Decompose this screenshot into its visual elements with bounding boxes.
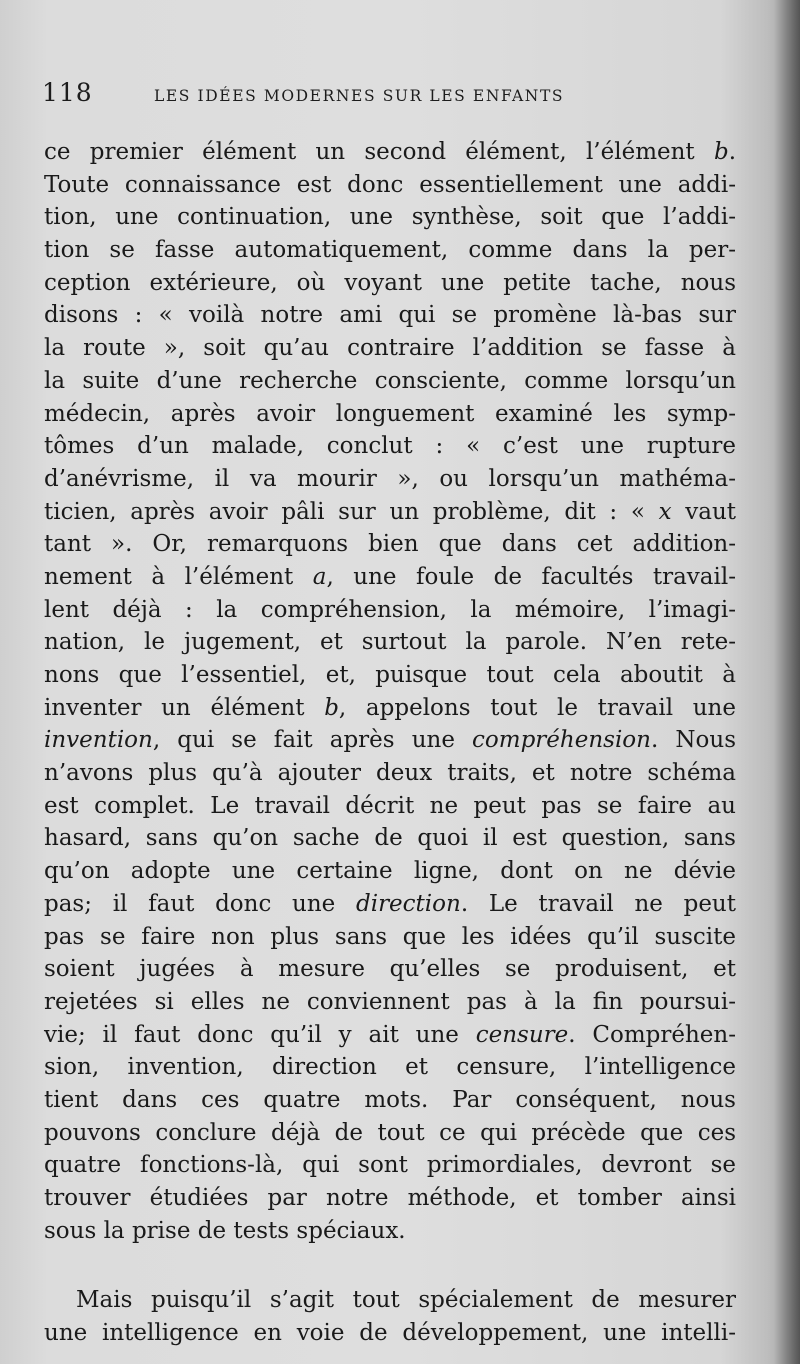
text-line: qu’on adopte une certaine ligne, dont on ne dévie (44, 858, 736, 885)
text-line: Mais puisqu’il s’agit tout spécialement de mesurer (76, 1287, 736, 1314)
text-line: d’anévrisme, il va mourir », ou lorsqu’un mathéma- (44, 465, 736, 492)
text-line: est complet. Le travail décrit ne peut pas se faire au (44, 792, 736, 819)
text-line: Toute connaissance est donc essentiellement une addi- (44, 171, 736, 198)
page-spine-shadow (774, 0, 800, 1364)
page-body (44, 136, 736, 1350)
text-line: disons : « voilà notre ami qui se promène là-bas sur (44, 302, 736, 329)
text-line: soient jugées à mesure qu’elles se produisent, et (44, 956, 736, 983)
text-line: hasard, sans qu’on sache de quoi il est question, sans (44, 825, 736, 852)
text-line: tant ». Or, remarquons bien que dans cet addition- (44, 531, 736, 558)
text-line: ce premier élément un second élément, l’élément b. (44, 139, 736, 165)
text-line: lent déjà : la compréhension, la mémoire, l’imagi- (44, 596, 736, 623)
text-line: sion, invention, direction et censure, l’intelligence (44, 1054, 736, 1081)
text-line: ception extérieure, où voyant une petite tache, nous (44, 269, 736, 296)
text-line: vie; il faut donc qu’il y ait une censure. Compréhen- (44, 1021, 737, 1048)
paragraph (44, 136, 736, 1247)
text-line: ticien, après avoir pâli sur un problème, dit : « x vaut (44, 498, 736, 525)
text-line: quatre fonctions-là, qui sont primordiales, devront se (44, 1152, 736, 1179)
text-line: inventer un élément b, appelons tout le travail une (44, 694, 736, 721)
text-line: pouvons conclure déjà de tout ce qui précède que ces (44, 1119, 736, 1146)
text-line: pas se faire non plus sans que les idées qu’il suscite (44, 923, 736, 950)
text-line: médecin, après avoir longuement examiné les symp- (44, 400, 736, 427)
running-title: LES IDÉES MODERNES SUR LES ENFANTS (154, 87, 565, 105)
text-line: pas; il faut donc une direction. Le travail ne peut (44, 890, 736, 917)
text-line: la suite d’une recherche consciente, comme lorsqu’un (44, 367, 736, 394)
text-line: nons que l’essentiel, et, puisque tout cela aboutit à (44, 662, 736, 688)
text-line: invention, qui se fait après une compréhension. Nous (44, 727, 736, 754)
text-line: la route », soit qu’au contraire l’addition se fasse à (44, 335, 736, 362)
text-line: tient dans ces quatre mots. Par conséquent, nous (44, 1086, 736, 1113)
paragraph (44, 1284, 736, 1349)
page-number: 118 (42, 78, 93, 107)
text-line: une intelligence en voie de développement, une intelli- (44, 1320, 736, 1347)
text-line: tion, une continuation, une synthèse, soit que l’addi- (44, 204, 736, 231)
text-line: rejetées si elles ne conviennent pas à la fin poursui- (44, 988, 736, 1015)
text-line: sous la prise de tests spéciaux. (44, 1217, 406, 1244)
text-line: trouver étudiées par notre méthode, et tomber ainsi (44, 1185, 736, 1211)
text-line: tion se fasse automatiquement, comme dans la per- (44, 237, 736, 264)
paragraph-gap (44, 1247, 736, 1284)
text-line: nement à l’élément a, une foule de facultés travail- (44, 563, 736, 590)
text-line: n’avons plus qu’à ajouter deux traits, et notre schéma (44, 760, 736, 787)
text-line: tômes d’un malade, conclut : « c’est une rupture (44, 433, 736, 460)
page-header (42, 78, 732, 118)
text-line: nation, le jugement, et surtout la parole. N’en rete- (44, 629, 736, 656)
